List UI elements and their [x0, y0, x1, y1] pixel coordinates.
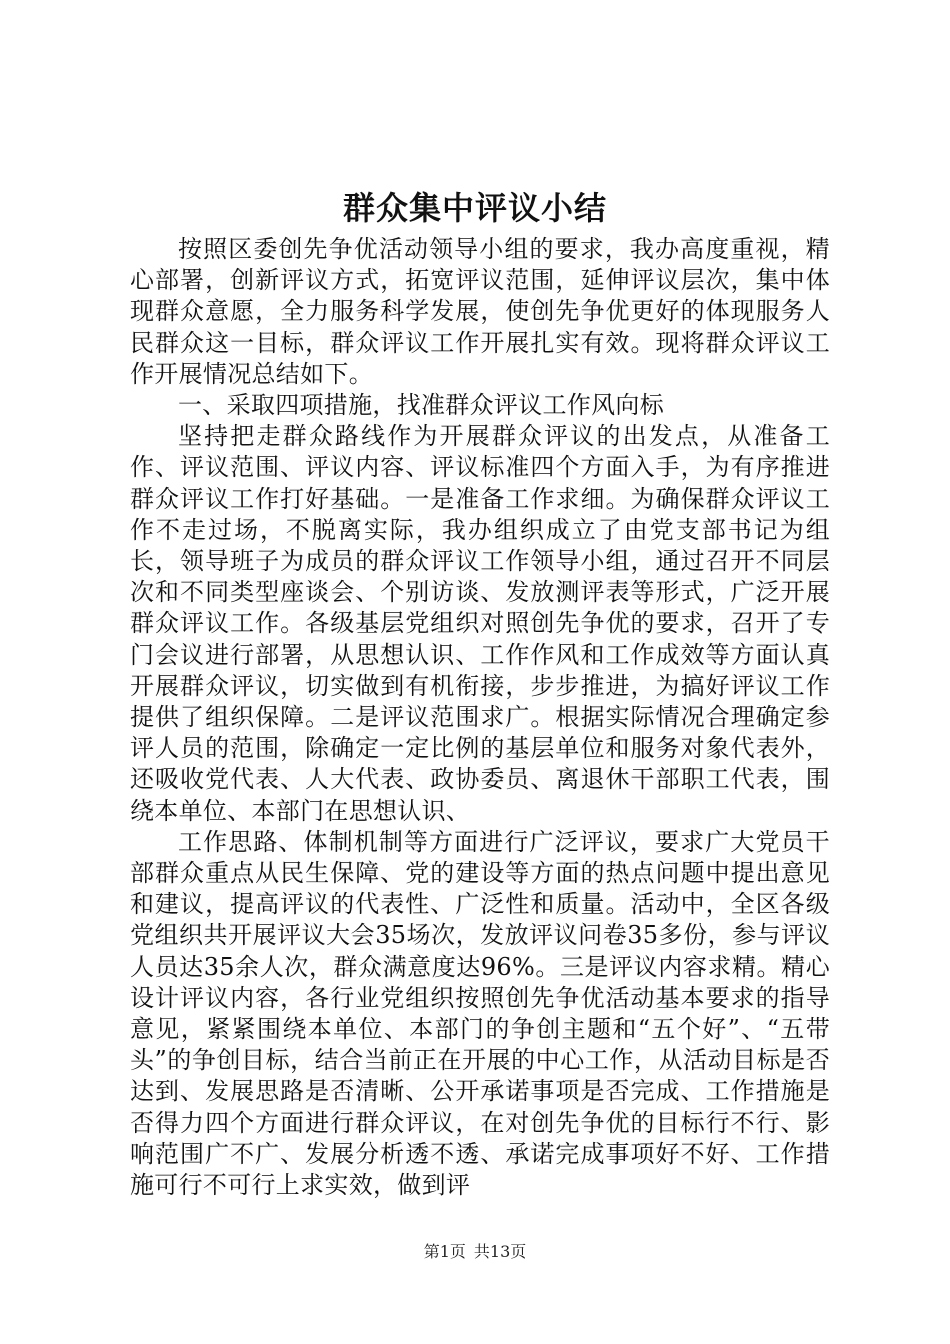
paragraph-continuation: 工作思路、体制机制等方面进行广泛评议，要求广大党员干部群众重点从民生保障、党的建设等方面的热点问题中提出意见和建议，提高评议的代表性、广泛性和质量。活动中，全区各级党组织共开展评议大会35场次，发放评议问卷35多份，参与评议人员达35余人次，群众满意度达96%。三是评议内容求精。精心设计评议内容，各行业党组织按照创先争优活动基本要求的指导意见，紧紧围绕本单位、本部门的争创主题和“五个好”、“五带头”的争创目标，结合当前正在开展的中心工作，从活动目标是否达到、发展思路是否清晰、公开承诺事项是否完成、工作措施是否得力四个方面进行群众评议，在对创先争优的目标行不行、影响范围广不广、发展分析透不透、承诺完成事项好不好、工作措施可行不可行上求实效，做到评	[130, 827, 830, 1200]
page-footer	[0, 1241, 950, 1263]
document-title: 群众集中评议小结	[342, 189, 607, 227]
page-total: 共13页	[473, 1242, 527, 1261]
document-body	[130, 234, 830, 1201]
section-heading-1: 一、采取四项措施，找准群众评议工作风向标	[178, 391, 664, 420]
paragraph-intro: 按照区委创先争优活动领导小组的要求，我办高度重视，精心部署，创新评议方式，拓宽评议范围，延伸评议层次，集中体现群众意愿，全力服务科学发展，使创先争优更好的体现服务人民群众这一目标，群众评议工作开展扎实有效。现将群众评议工作开展情况总结如下。	[130, 235, 830, 388]
paragraph-measures: 坚持把走群众路线作为开展群众评议的出发点，从准备工作、评议范围、评议内容、评议标准四个方面入手，为有序推进群众评议工作打好基础。一是准备工作求细。为确保群众评议工作不走过场，不脱离实际，我办组织成立了由党支部书记为组长，领导班子为成员的群众评议工作领导小组，通过召开不同层次和不同类型座谈会、个别访谈、发放测评表等形式，广泛开展群众评议工作。各级基层党组织对照创先争优的要求，召开了专门会议进行部署，从思想认识、工作作风和工作成效等方面认真开展群众评议，切实做到有机衔接，步步推进，为搞好评议工作提供了组织保障。二是评议范围求广。根据实际情况合理确定参评人员的范围，除确定一定比例的基层单位和服务对象代表外，还吸收党代表、人大代表、政协委员、离退休干部职工代表，围绕本单位、本部门在思想认识、	[130, 422, 830, 825]
page-number: 第1页	[423, 1242, 466, 1261]
